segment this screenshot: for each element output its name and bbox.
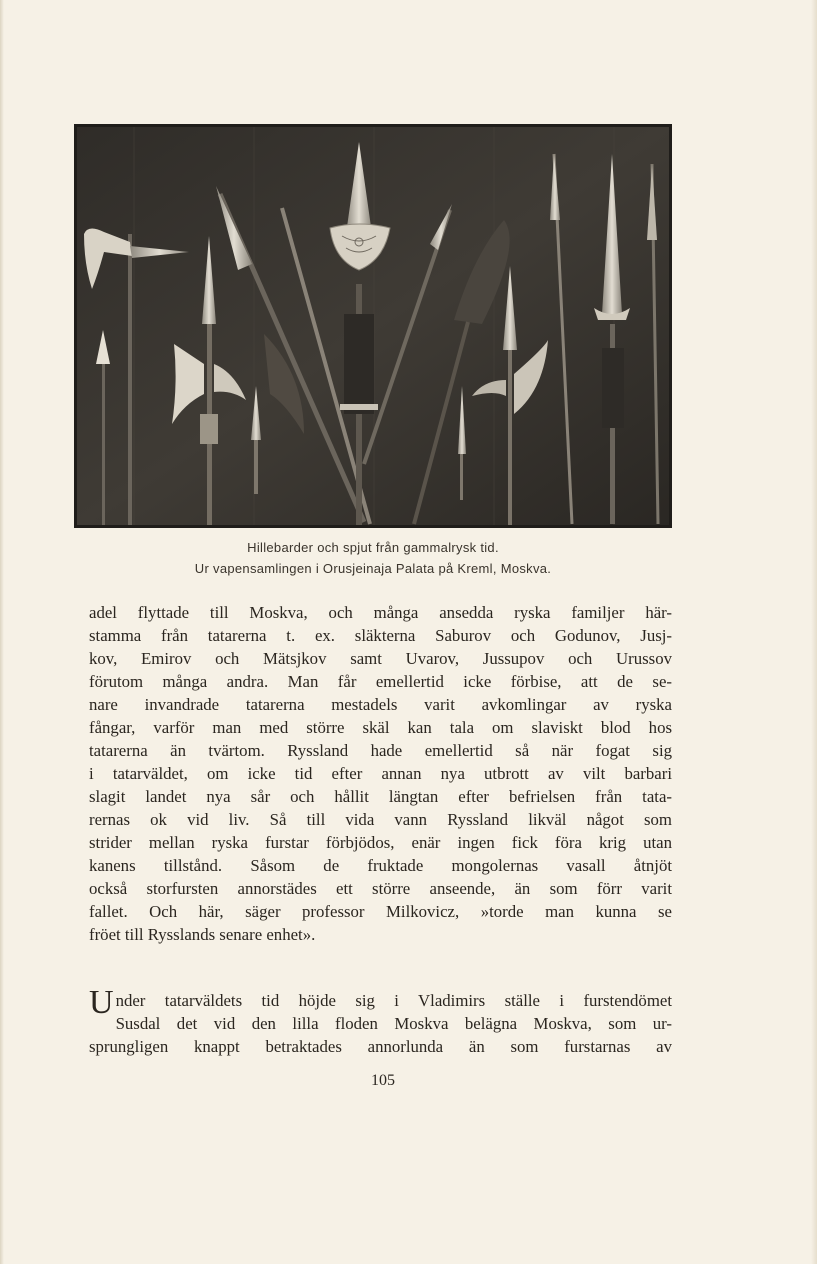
text-line: fångar, varför man med större skäl kan tala om slaviskt blod hos [89,718,672,737]
page-number: 105 [371,1072,395,1089]
text-line: adel flyttade till Moskva, och många ansedda ryska familjer här- [89,603,672,622]
text-line: rernas ok vid liv. Så till vida vann Ryssland likväl något som [89,810,672,829]
paragraph-1 [89,601,672,946]
photo-plate-weapons [74,124,672,528]
text-line: nare invandrade tatarerna mestadels varit avkomlingar av ryska [89,695,672,714]
text-line: nder tatarväldets tid höjde sig i Vladimirs ställe i furstendömet [115,991,672,1010]
text-line: sprungligen knappt betraktades annorlunda än som furstarnas av [89,1037,672,1056]
text-line: Susdal det vid den lilla floden Moskva belägna Moskva, som ur- [115,1014,672,1033]
text-line: kov, Emirov och Mätsjkov samt Uvarov, Jussupov och Urussov [89,649,672,668]
halberds-spears-illustration [74,124,672,528]
caption-line-1: Hillebarder och spjut från gammalrysk tid. [247,540,499,555]
text-line: också storfursten annorstädes ett större anseende, än som förr varit [89,879,672,898]
caption-line-2: Ur vapensamlingen i Orusjeinaja Palata på Kreml, Moskva. [194,561,552,576]
page-edge-right [811,0,817,1264]
text-line: kanens tillstånd. Såsom de fruktade mongolernas vasall åtnjöt [89,856,672,875]
text-line: tatarerna än tvärtom. Ryssland hade emellertid så när fogat sig [89,741,672,760]
drop-cap: U [89,984,114,1021]
text-line: strider mellan ryska furstar förbjödos, enär ingen fick föra krig utan [89,833,672,852]
text-line: i tatarväldet, om icke tid efter annan nya utbrott av vilt barbari [89,764,672,783]
text-line: fröet till Rysslands senare enhet». [89,925,316,944]
text-line: förutom många andra. Man får emellertid icke förbise, att de se- [89,672,672,691]
text-line: stamma från tatarerna t. ex. släkterna Saburov och Godunov, Jusj- [89,626,672,645]
paragraph-2 [89,984,672,1058]
text-line: fallet. Och här, säger professor Milkovicz, »torde man kunna se [89,902,672,921]
text-line: slagit landet nya sår och hållit längtan efter befrielsen från tata- [89,787,672,806]
